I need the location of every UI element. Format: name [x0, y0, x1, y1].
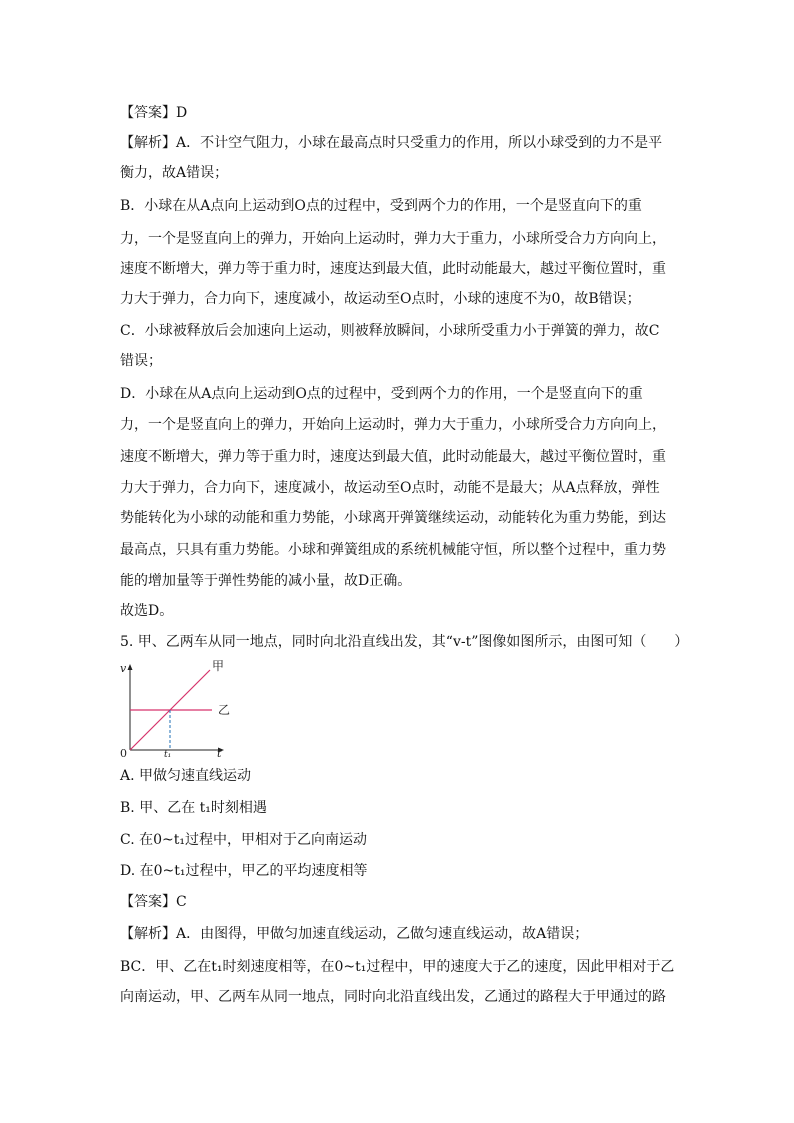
explanation-line: 力，一个是竖直向上的弹力，开始向上运动时，弹力大于重力，小球所受合力方向向上，: [120, 417, 666, 433]
explanation-line: 错误；: [120, 353, 162, 369]
explanation-line: 能的增加量等于弹性势能的减小量，故D正确。: [120, 573, 412, 589]
explanation-line: 最高点，只具有重力势能。小球和弹簧组成的系统机械能守恒，所以整个过程中，重力势: [120, 542, 666, 558]
option-a: A. 甲做匀速直线运动: [120, 768, 252, 784]
explanation-line: 力大于弹力，合力向下，速度减小，故运动至O点时，动能不是最大；从A点释放，弹性: [120, 480, 660, 496]
y-axis-label: v: [120, 662, 127, 675]
line-jia-label: 甲: [212, 659, 225, 673]
option-d: D. 在0~t₁过程中，甲乙的平均速度相等: [120, 863, 368, 879]
explanation-line: B．小球在从A点向上运动到O点的过程中，受到两个力的作用，一个是竖直向下的重: [120, 198, 642, 214]
y-axis-arrow: [128, 664, 133, 670]
question-stem: 5. 甲、乙两车从同一地点，同时向北沿直线出发，其“v-t”图像如图所示，由图可知（ ）: [120, 634, 689, 650]
explanation-line: D．小球在从A点向上运动到O点的过程中，受到两个力的作用，一个是竖直向下的重: [120, 386, 643, 402]
explanation-line: 势能转化为小球的动能和重力势能，小球离开弹簧继续运动，动能转化为重力势能，到达: [120, 510, 666, 526]
explanation-line: BC．甲、乙在t₁时刻速度相等，在0~t₁过程中，甲的速度大于乙的速度，因此甲相对于乙: [120, 959, 675, 975]
explanation-line: 速度不断增大，弹力等于重力时，速度达到最大值，此时动能最大，越过平衡位置时，重: [120, 261, 666, 277]
explanation-line: 【解析】A．不计空气阻力，小球在最高点时只受重力的作用，所以小球受到的力不是平: [120, 135, 663, 151]
explanation-line: 速度不断增大，弹力等于重力时，速度达到最大值，此时动能最大，越过平衡位置时，重: [120, 449, 666, 465]
answer-label: 【答案】D: [120, 105, 188, 121]
explanation-line: 力大于弹力，合力向下，速度减小，故运动至O点时，小球的速度不为0，故B错误；: [120, 291, 641, 307]
explanation-line: 向南运动，甲、乙两车从同一地点，同时向北沿直线出发，乙通过的路程大于甲通过的路: [120, 989, 666, 1005]
conclusion-line: 故选D。: [120, 603, 174, 619]
origin-label: 0: [120, 747, 127, 758]
vt-graph: [118, 658, 233, 758]
t1-label: t₁: [164, 750, 172, 758]
explanation-line: C．小球被释放后会加速向上运动，则被释放瞬间，小球所受重力小于弹簧的弹力，故C: [120, 323, 660, 339]
line-yi-label: 乙: [218, 703, 231, 717]
option-c: C. 在0~t₁过程中，甲相对于乙向南运动: [120, 832, 367, 848]
x-axis-label: t: [217, 747, 222, 758]
explanation-line: 衡力，故A错误；: [120, 165, 229, 181]
answer-label: 【答案】C: [120, 894, 187, 910]
explanation-line: 力，一个是竖直向上的弹力，开始向上运动时，弹力大于重力，小球所受合力方向向上，: [120, 231, 666, 247]
option-b: B. 甲、乙在 t₁时刻相遇: [120, 800, 267, 816]
explanation-line: 【解析】A．由图得，甲做匀加速直线运动，乙做匀速直线运动，故A错误；: [120, 926, 589, 942]
